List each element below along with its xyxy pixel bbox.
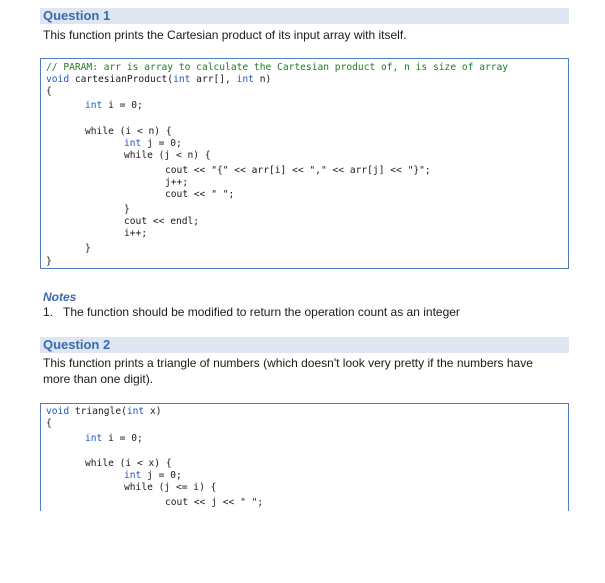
code-line: } bbox=[85, 243, 91, 254]
keyword: int bbox=[85, 100, 103, 111]
function-name: triangle( bbox=[69, 406, 127, 417]
code-text: j = 0; bbox=[141, 138, 182, 149]
note-number: 1. bbox=[43, 305, 54, 319]
code-comment: // PARAM: arr is array to calculate the Cartesian product of, n is size of array bbox=[46, 62, 509, 73]
keyword: void bbox=[46, 74, 70, 85]
open-brace: { bbox=[46, 86, 52, 97]
param: arr[], bbox=[190, 74, 237, 85]
keyword: int bbox=[85, 433, 103, 444]
function-signature bbox=[46, 406, 162, 418]
code-line bbox=[85, 433, 143, 445]
note-item bbox=[43, 305, 460, 319]
question-1-code-block bbox=[40, 58, 569, 269]
code-line: while (i < n) { bbox=[85, 126, 172, 137]
param: n) bbox=[253, 74, 272, 85]
code-line: cout << endl; bbox=[124, 216, 200, 227]
description-line: more than one digit). bbox=[43, 372, 154, 386]
code-line bbox=[124, 138, 182, 150]
question-1-description: This function prints the Cartesian product of its input array with itself. bbox=[43, 28, 407, 42]
question-2-code-block bbox=[40, 403, 569, 511]
keyword: int bbox=[124, 470, 142, 481]
description-line: This function prints a triangle of numbers (which doesn't look very pretty if the numbers have bbox=[43, 356, 533, 370]
code-line bbox=[85, 100, 143, 112]
code-line: cout << j << " "; bbox=[165, 497, 264, 508]
question-1-heading: Question 1 bbox=[40, 8, 569, 24]
notes-title: Notes bbox=[43, 290, 77, 304]
keyword: void bbox=[46, 406, 70, 417]
note-text: The function should be modified to return the operation count as an integer bbox=[63, 305, 460, 319]
code-content bbox=[41, 404, 568, 511]
code-line: j++; bbox=[165, 177, 189, 188]
code-line bbox=[124, 470, 182, 482]
question-2-description bbox=[43, 355, 573, 387]
code-line: i++; bbox=[124, 228, 148, 239]
code-line: cout << "{" << arr[i] << "," << arr[j] << "}"; bbox=[165, 165, 431, 176]
code-line: while (i < x) { bbox=[85, 458, 172, 469]
keyword: int bbox=[124, 138, 142, 149]
code-text: i = 0; bbox=[102, 433, 143, 444]
code-text: j = 0; bbox=[141, 470, 182, 481]
code-line: while (j <= i) { bbox=[124, 482, 217, 493]
question-2-heading: Question 2 bbox=[40, 337, 569, 353]
param: x) bbox=[144, 406, 162, 417]
code-line: cout << " "; bbox=[165, 189, 235, 200]
code-line: } bbox=[124, 204, 130, 215]
code-text: i = 0; bbox=[102, 100, 143, 111]
close-brace: } bbox=[46, 256, 52, 267]
keyword: int bbox=[173, 74, 191, 85]
code-content bbox=[41, 59, 568, 268]
function-signature bbox=[46, 74, 271, 86]
keyword: int bbox=[126, 406, 145, 417]
function-name: cartesianProduct( bbox=[69, 74, 174, 85]
open-brace: { bbox=[46, 418, 52, 429]
keyword: int bbox=[236, 74, 254, 85]
code-line: while (j < n) { bbox=[124, 150, 211, 161]
